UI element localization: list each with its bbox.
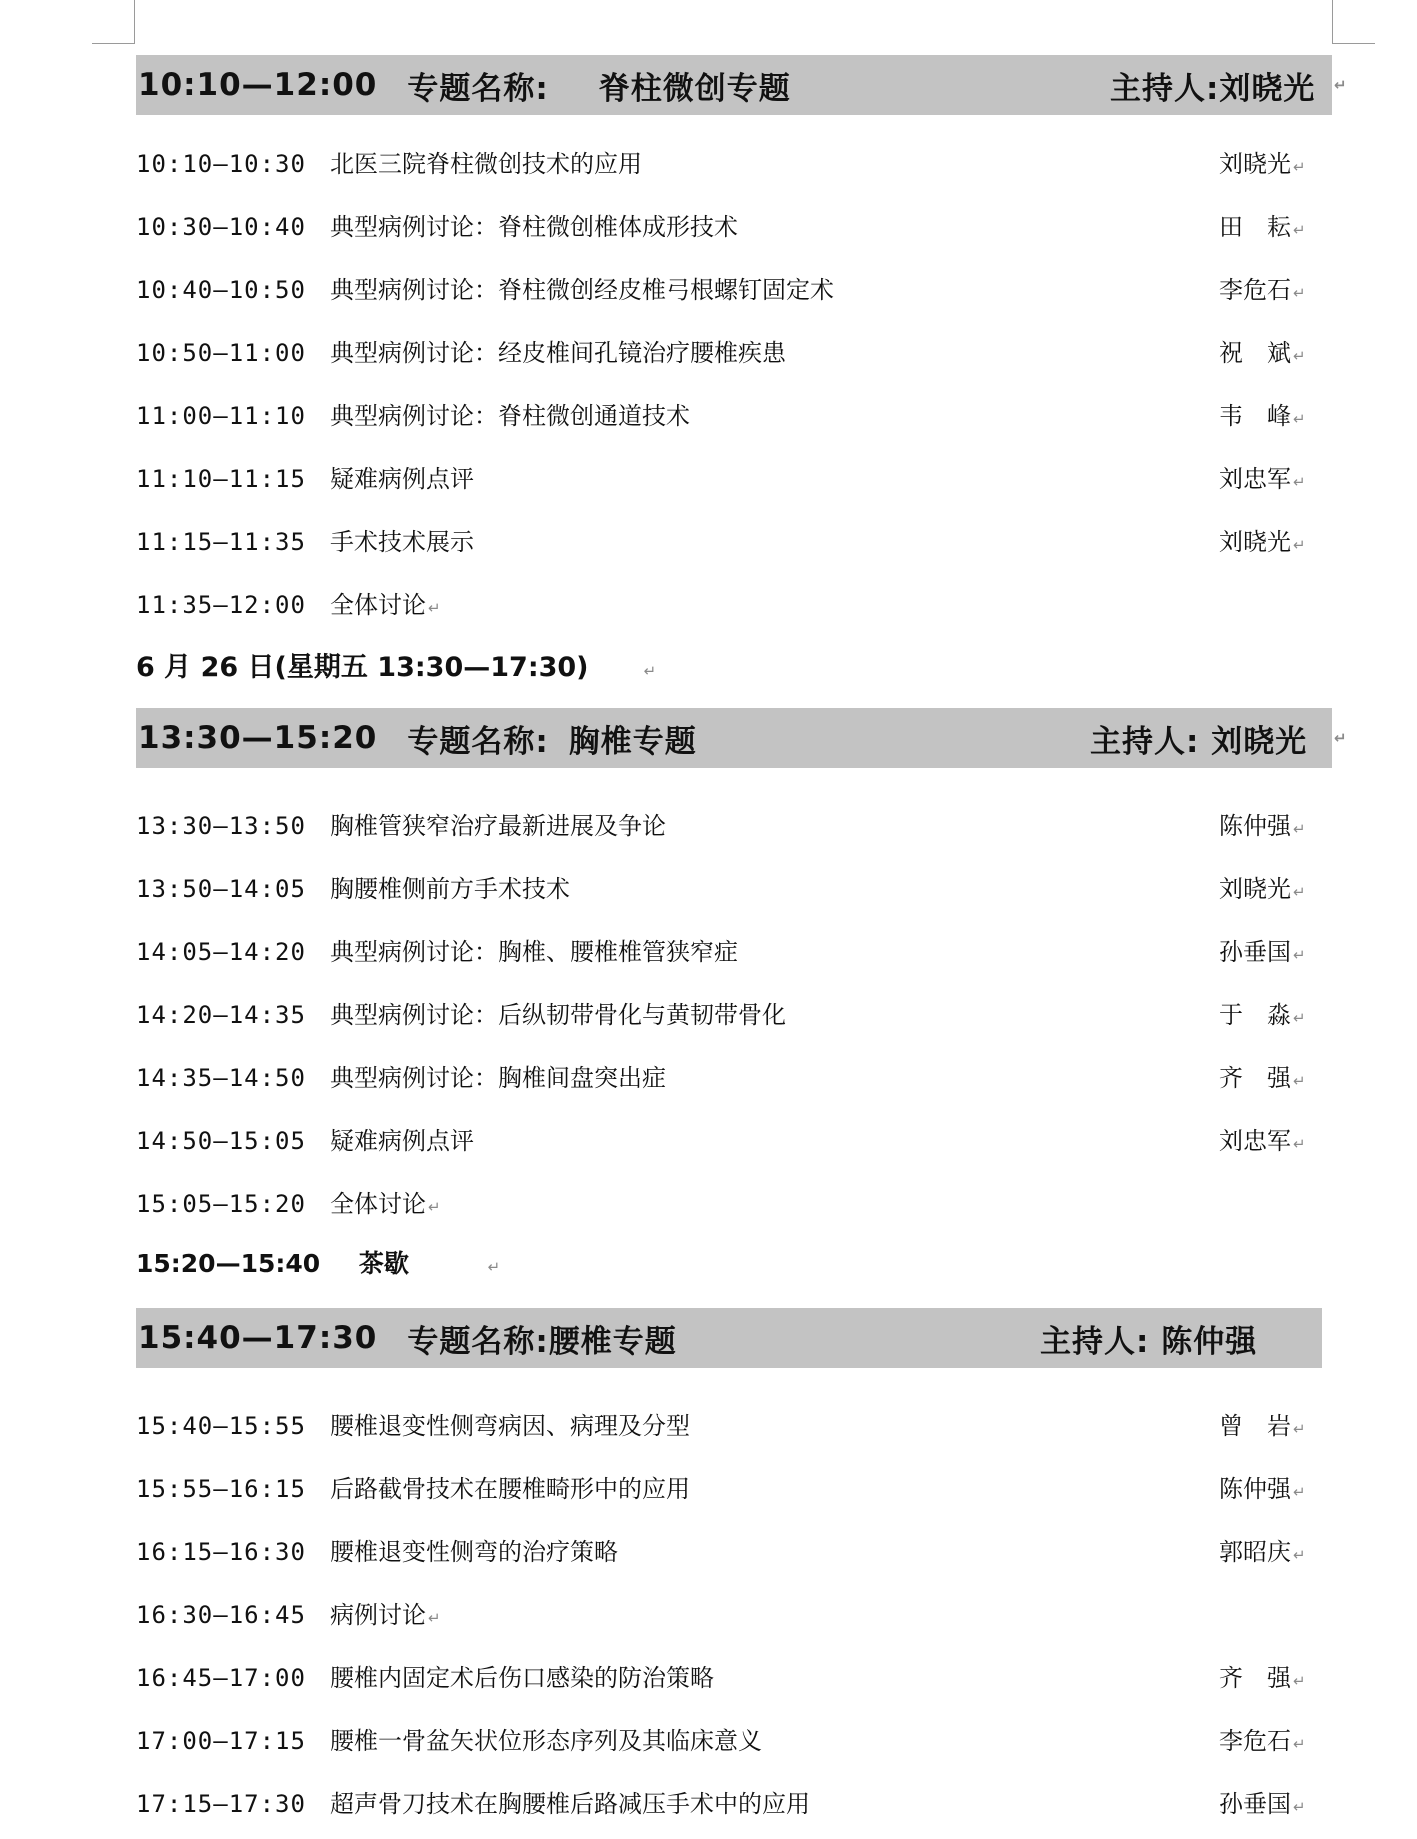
agenda-time: 14:50—15:05 (136, 1127, 306, 1155)
agenda-time: 14:35—14:50 (136, 1064, 306, 1092)
agenda-row (136, 1186, 1336, 1222)
agenda-time: 13:50—14:05 (136, 875, 306, 903)
speaker-name: 祝 斌 (1219, 339, 1291, 367)
paragraph-mark: ↵ (1293, 158, 1306, 176)
agenda-row (136, 398, 1336, 434)
speaker-name: 陈仲强 (1219, 1475, 1291, 1503)
paragraph-mark: ↵ (643, 662, 657, 680)
agenda-time: 15:05—15:20 (136, 1190, 306, 1218)
agenda-title: 腰椎退变性侧弯病因、病理及分型 (330, 1412, 690, 1440)
agenda-row (136, 461, 1336, 497)
agenda-row (136, 1786, 1336, 1822)
agenda-time: 14:05—14:20 (136, 938, 306, 966)
agenda-time: 15:55—16:15 (136, 1475, 306, 1503)
session-topic: 胸椎专题 (568, 723, 697, 760)
agenda-time: 15:40—15:55 (136, 1412, 306, 1440)
agenda-title: 腰椎内固定术后伤口感染的防治策略 (330, 1664, 714, 1692)
agenda-time: 11:15—11:35 (136, 528, 306, 556)
paragraph-mark: ↵ (1293, 347, 1306, 365)
session-label: 专题名称: (407, 723, 549, 760)
tea-break-time: 15:20—15:40 (136, 1249, 321, 1278)
paragraph-mark: ↵ (1334, 76, 1348, 94)
agenda-time: 16:15—16:30 (136, 1538, 306, 1566)
agenda-title: 典型病例讨论：经皮椎间孔镜治疗腰椎疾患 (330, 339, 786, 367)
paragraph-mark: ↵ (1293, 1420, 1306, 1438)
paragraph-mark: ↵ (1293, 946, 1306, 964)
speaker-name: 刘晓光 (1219, 150, 1291, 178)
agenda-title: 典型病例讨论：脊柱微创椎体成形技术 (330, 213, 738, 241)
speaker-name: 曾 岩 (1219, 1412, 1291, 1440)
agenda-speaker (1219, 808, 1306, 844)
agenda-row (136, 808, 1336, 844)
agenda-row (136, 997, 1336, 1033)
paragraph-mark: ↵ (1293, 1135, 1306, 1153)
agenda-row (136, 1060, 1336, 1096)
session-label: 专题名称: (407, 70, 549, 107)
agenda-row (136, 871, 1336, 907)
session-host: 主持人: 陈仲强 (1040, 1323, 1258, 1360)
agenda-speaker (1219, 272, 1306, 308)
agenda-speaker (1219, 1660, 1306, 1696)
agenda-speaker (1219, 1723, 1306, 1759)
session-host: 主持人:刘晓光 (1110, 70, 1316, 107)
agenda-title: 胸椎管狭窄治疗最新进展及争论 (330, 812, 666, 840)
speaker-name: 刘晓光 (1219, 528, 1291, 556)
paragraph-mark: ↵ (1293, 1798, 1306, 1816)
agenda-title: 疑难病例点评 (330, 465, 474, 493)
agenda-title: 超声骨刀技术在胸腰椎后路减压手术中的应用 (330, 1790, 810, 1818)
paragraph-mark: ↵ (1293, 284, 1306, 302)
agenda-speaker (1219, 209, 1306, 245)
agenda-time: 11:10—11:15 (136, 465, 306, 493)
speaker-name: 孙垂国 (1219, 1790, 1291, 1818)
agenda-time: 11:35—12:00 (136, 591, 306, 619)
agenda-title: 后路截骨技术在腰椎畸形中的应用 (330, 1475, 690, 1503)
paragraph-mark: ↵ (428, 599, 441, 617)
agenda-title: 手术技术展示 (330, 528, 474, 556)
speaker-name: 韦 峰 (1219, 402, 1291, 430)
agenda-row (136, 272, 1336, 308)
agenda-row (136, 146, 1336, 182)
agenda-time: 10:30—10:40 (136, 213, 306, 241)
agenda-time: 16:30—16:45 (136, 1601, 306, 1629)
speaker-name: 李危石 (1219, 1727, 1291, 1755)
paragraph-mark: ↵ (1293, 1483, 1306, 1501)
agenda-row (136, 1660, 1336, 1696)
agenda-time: 13:30—13:50 (136, 812, 306, 840)
session-time: 15:40—17:30 (138, 1320, 378, 1356)
agenda-time: 16:45—17:00 (136, 1664, 306, 1692)
agenda-row (136, 1534, 1336, 1570)
paragraph-mark: ↵ (487, 1258, 501, 1276)
day-heading (136, 650, 656, 686)
agenda-title: 疑难病例点评 (330, 1127, 474, 1155)
paragraph-mark: ↵ (1293, 1735, 1306, 1753)
agenda-title: 腰椎退变性侧弯的治疗策略 (330, 1538, 618, 1566)
paragraph-mark: ↵ (428, 1198, 441, 1216)
paragraph-mark: ↵ (1293, 536, 1306, 554)
agenda-speaker (1219, 524, 1306, 560)
agenda-time: 14:20—14:35 (136, 1001, 306, 1029)
crop-mark-left-vertical (134, 0, 135, 44)
agenda-time: 17:15—17:30 (136, 1790, 306, 1818)
agenda-speaker (1219, 146, 1306, 182)
session-header-lumbar (136, 1308, 1322, 1368)
paragraph-mark: ↵ (428, 1609, 441, 1627)
tea-break-label: 茶歇 (358, 1249, 409, 1278)
session-topic: 腰椎专题 (548, 1323, 677, 1360)
speaker-name: 陈仲强 (1219, 812, 1291, 840)
agenda-title: 典型病例讨论：胸椎、腰椎椎管狭窄症 (330, 938, 738, 966)
agenda-title: 腰椎一骨盆矢状位形态序列及其临床意义 (330, 1727, 762, 1755)
agenda-row (136, 1471, 1336, 1507)
agenda-speaker (1219, 398, 1306, 434)
paragraph-mark: ↵ (1293, 1546, 1306, 1564)
agenda-title: 典型病例讨论：脊柱微创经皮椎弓根螺钉固定术 (330, 276, 834, 304)
agenda-time: 17:00—17:15 (136, 1727, 306, 1755)
speaker-name: 田 耘 (1219, 213, 1291, 241)
agenda-title: 全体讨论 ↵ (330, 1190, 441, 1218)
crop-mark-left-horizontal (92, 43, 135, 44)
session-time: 13:30—15:20 (138, 720, 378, 756)
paragraph-mark: ↵ (1293, 1072, 1306, 1090)
agenda-title: 典型病例讨论：胸椎间盘突出症 (330, 1064, 666, 1092)
agenda-speaker (1219, 1408, 1306, 1444)
agenda-speaker (1219, 1123, 1306, 1159)
agenda-time: 10:10—10:30 (136, 150, 306, 178)
day-heading-text: 6 月 26 日(星期五 13:30—17:30) (136, 652, 589, 683)
agenda-row (136, 1408, 1336, 1444)
agenda-speaker (1219, 335, 1306, 371)
agenda-time: 11:00—11:10 (136, 402, 306, 430)
crop-mark-right-vertical (1332, 0, 1333, 44)
speaker-name: 刘忠军 (1219, 1127, 1291, 1155)
paragraph-mark: ↵ (1293, 473, 1306, 491)
paragraph-mark: ↵ (1293, 410, 1306, 428)
session-header-thoracic (136, 708, 1348, 768)
speaker-name: 孙垂国 (1219, 938, 1291, 966)
paragraph-mark: ↵ (1293, 1009, 1306, 1027)
agenda-speaker (1219, 871, 1306, 907)
agenda-title: 典型病例讨论：后纵韧带骨化与黄韧带骨化 (330, 1001, 786, 1029)
agenda-speaker (1219, 997, 1306, 1033)
agenda-row (136, 1123, 1336, 1159)
speaker-name: 李危石 (1219, 276, 1291, 304)
agenda-speaker (1219, 1060, 1306, 1096)
agenda-row (136, 524, 1336, 560)
agenda-speaker (1219, 1534, 1306, 1570)
agenda-row (136, 335, 1336, 371)
agenda-time: 10:40—10:50 (136, 276, 306, 304)
agenda-row (136, 1723, 1336, 1759)
paragraph-mark: ↵ (1293, 221, 1306, 239)
agenda-title: 北医三院脊柱微创技术的应用 (330, 150, 642, 178)
agenda-title: 胸腰椎侧前方手术技术 (330, 875, 570, 903)
session-header-spine-minimally-invasive (136, 55, 1348, 115)
paragraph-mark: ↵ (1334, 729, 1348, 747)
session-topic: 脊柱微创专题 (598, 70, 791, 107)
session-label: 专题名称: (407, 1323, 549, 1360)
agenda-title: 全体讨论 ↵ (330, 591, 441, 619)
agenda-title: 典型病例讨论：脊柱微创通道技术 (330, 402, 690, 430)
agenda-row (136, 1597, 1336, 1633)
agenda-speaker (1219, 461, 1306, 497)
agenda-row (136, 209, 1336, 245)
speaker-name: 刘晓光 (1219, 875, 1291, 903)
crop-mark-right-horizontal (1332, 43, 1375, 44)
agenda-speaker (1219, 934, 1306, 970)
agenda-speaker (1219, 1786, 1306, 1822)
agenda-row (136, 587, 1336, 623)
speaker-name: 齐 强 (1219, 1064, 1291, 1092)
session-host: 主持人: 刘晓光 (1090, 723, 1308, 760)
speaker-name: 齐 强 (1219, 1664, 1291, 1692)
agenda-speaker (1219, 1471, 1306, 1507)
session-time: 10:10—12:00 (138, 67, 378, 103)
speaker-name: 于 淼 (1219, 1001, 1291, 1029)
speaker-name: 郭昭庆 (1219, 1538, 1291, 1566)
agenda-row (136, 934, 1336, 970)
speaker-name: 刘忠军 (1219, 465, 1291, 493)
paragraph-mark: ↵ (1293, 883, 1306, 901)
tea-break (136, 1246, 500, 1282)
agenda-title: 病例讨论 ↵ (330, 1601, 441, 1629)
paragraph-mark: ↵ (1293, 1672, 1306, 1690)
paragraph-mark: ↵ (1293, 820, 1306, 838)
agenda-time: 10:50—11:00 (136, 339, 306, 367)
